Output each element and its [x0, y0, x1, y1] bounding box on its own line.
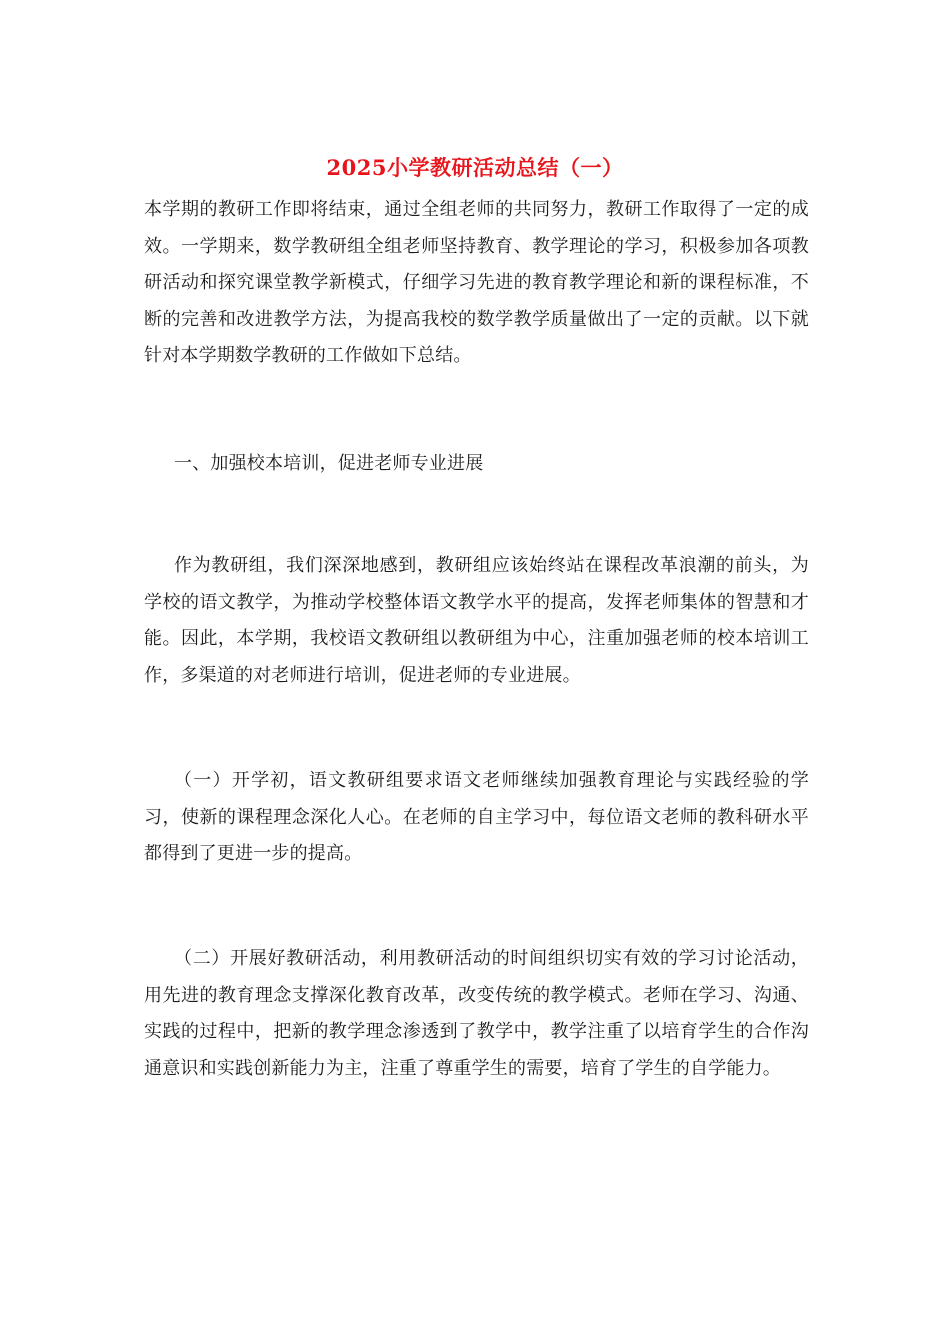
intro-paragraph: 本学期的教研工作即将结束，通过全组老师的共同努力，教研工作取得了一定的成效。一学期来，数学教研组全组老师坚持教育、教学理论的学习，积极参加各项教研活动和探究课堂教学新模式，仔细学习先进的教育教学理论和新的课程标准，不断的完善和改进教学方法，为提高我校的数学教学质量做出了一定的贡献。以下就针对本学期数学教研的工作做如下总结。 [144, 199, 809, 366]
section-paragraph: 作为教研组，我们深深地感到，教研组应该始终站在课程改革浪潮的前头，为学校的语文教学，为推动学校整体语文教学水平的提高，发挥老师集体的智慧和才能。因此，本学期，我校语文教研组以教研组为中心，注重加强老师的校本培训工作，多渠道的对老师进行培训，促进老师的专业进展。 [144, 555, 809, 686]
item-paragraph-1: （一）开学初，语文教研组要求语文老师继续加强教育理论与实践经验的学习，使新的课程理念深化人心。在老师的自主学习中，每位语文老师的教科研水平都得到了更进一步的提高。 [144, 770, 809, 864]
item-paragraph-2: （二）开展好教研活动，利用教研活动的时间组织切实有效的学习讨论活动，用先进的教育理念支撑深化教育改革，改变传统的教学模式。老师在学习、沟通、实践的过程中，把新的教学理念渗透到了教学中，教学注重了以培育学生的合作沟通意识和实践创新能力为主，注重了尊重学生的需要，培育了学生的自学能力。 [144, 948, 809, 1079]
section-heading: 一、加强校本培训，促进老师专业进展 [174, 453, 484, 474]
document-title: 2025小学教研活动总结（一） [326, 155, 624, 180]
